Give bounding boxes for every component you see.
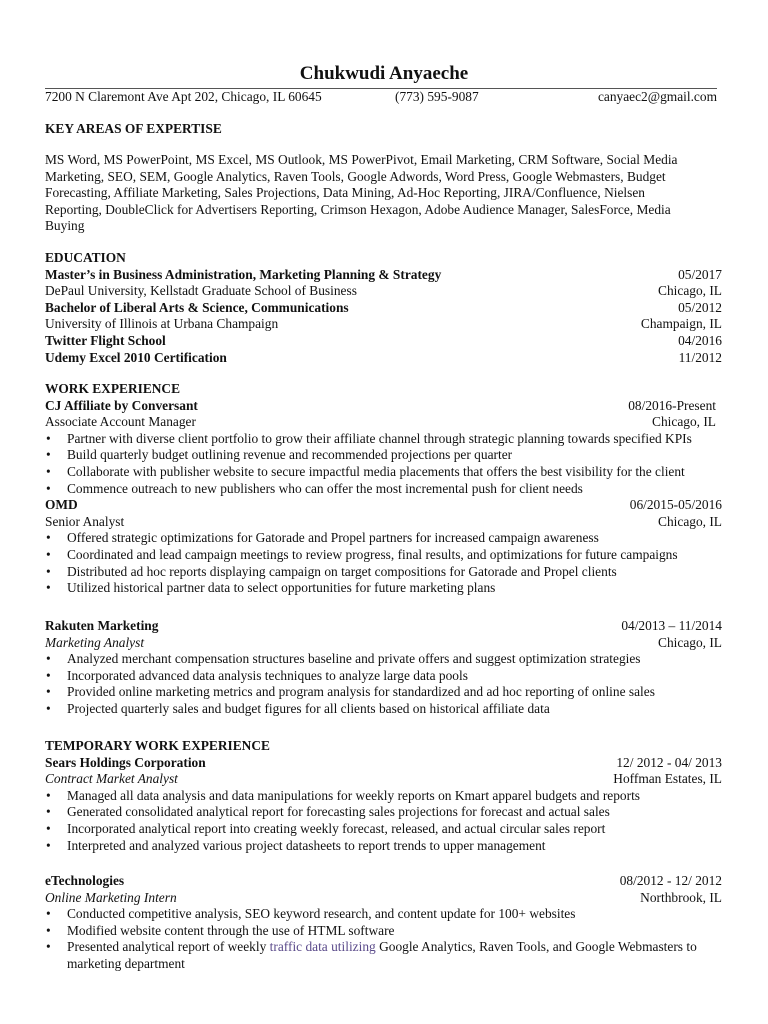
bullet-item: • Conducted competitive analysis, SEO keyword research, and content update for 100+ websites: [45, 906, 722, 923]
bullet-item: • Partner with diverse client portfolio to grow their affiliate channel through strategic planning towards specified KPIs: [45, 431, 722, 448]
bullet-item: • Managed all data analysis and data manipulations for weekly reports on Kmart apparel budgets and reports: [45, 788, 722, 805]
job-title: Contract Market Analyst: [45, 771, 178, 787]
job-subheader: [45, 635, 722, 652]
education-section: [45, 250, 722, 366]
contact-line: [45, 89, 717, 106]
work-section: [45, 381, 722, 597]
bullet-item: • Incorporated advanced data analysis techniques to analyze large data pools: [45, 668, 722, 685]
dates: 08/2012 - 12/ 2012: [619, 873, 722, 888]
bullet-item: • Incorporated analytical report into creating weekly forecast, released, and actual circular sales report: [45, 821, 722, 838]
job-subheader: [45, 514, 722, 531]
location: Northbrook, IL: [640, 889, 722, 905]
job-subheader: [45, 414, 722, 431]
bullet-item: • Collaborate with publisher website to secure impactful media placements that offers the best visibility for the client: [45, 464, 722, 481]
education-row: [45, 350, 722, 367]
job-subheader: [45, 890, 722, 907]
company: eTechnologies: [45, 873, 125, 888]
bullet-item: • Utilized historical partner data to select opportunities for future marketing plans: [45, 580, 722, 597]
temp-work-section: [45, 738, 722, 854]
dates: 12/ 2012 - 04/ 2013: [616, 754, 722, 770]
education-row: [45, 267, 722, 284]
expertise-section: [45, 121, 725, 138]
job-title: Online Marketing Intern: [45, 889, 177, 905]
company: OMD: [45, 497, 78, 513]
location: Champaign, IL: [640, 316, 722, 332]
expertise-text: [45, 152, 717, 235]
job-header: [45, 398, 722, 415]
temp-work-section-etech: [45, 873, 722, 973]
expertise-line: Forecasting, Affiliate Marketing, Sales Projections, Data Mining, Ad-Hoc Reporting, JIRA/Confluence, Nielsen: [45, 185, 645, 201]
bullet-item: • Distributed ad hoc reports displaying campaign on target compositions for Gatorade and Propel clients: [45, 564, 722, 581]
bullet-item: [45, 939, 722, 972]
location: Chicago, IL: [658, 513, 722, 529]
bullet-item: • Build quarterly budget outlining revenue and recommended projections per quarter: [45, 447, 722, 464]
bullet-item: • Generated consolidated analytical report for forecasting sales projections for forecast and actual sales: [45, 804, 722, 821]
bullet-item: • Offered strategic optimizations for Gatorade and Propel partners for increased campaign awareness: [45, 530, 722, 547]
work-section-rakuten: [45, 618, 722, 718]
education-row: [45, 333, 722, 350]
bullet-item: • Projected quarterly sales and budget figures for all clients based on historical affiliate data: [45, 701, 722, 718]
date: 04/2016: [678, 332, 722, 348]
location: Hoffman Estates, IL: [613, 771, 722, 787]
certification: Twitter Flight School: [45, 332, 166, 348]
bullet-item: • Commence outreach to new publishers who can offer the most incremental push for client needs: [45, 481, 722, 498]
bullet-text: marketing department: [67, 955, 185, 971]
expertise-line: MS Word, MS PowerPoint, MS Excel, MS Outlook, MS PowerPivot, Email Marketing, CRM Software, Social Media: [45, 152, 678, 167]
certification: Udemy Excel 2010 Certification: [45, 349, 227, 365]
school: DePaul University, Kellstadt Graduate School of Business: [45, 283, 357, 299]
job-title: Marketing Analyst: [45, 634, 145, 650]
job-subheader: [45, 771, 722, 788]
address: 7200 N Claremont Ave Apt 202, Chicago, IL 60645: [45, 89, 322, 104]
degree: Master’s in Business Administration, Marketing Planning & Strategy: [45, 266, 442, 282]
company: Sears Holdings Corporation: [45, 754, 206, 770]
phone: (773) 595-9087: [395, 89, 479, 104]
job-title: Associate Account Manager: [45, 414, 196, 430]
location: Chicago, IL: [652, 414, 716, 430]
education-row: [45, 283, 722, 300]
date: 11/2012: [678, 349, 722, 365]
date: 05/2012: [678, 299, 722, 315]
expertise-line: Marketing, SEO, SEM, Google Analytics, Raven Tools, Google Adwords, Word Press, Google Webmasters, Budget: [45, 168, 666, 184]
bullet-text: Google Analytics, Raven Tools, and Google Webmasters to: [375, 939, 697, 955]
bullet-item: • Coordinated and lead campaign meetings to review progress, final results, and optimizations for future campaigns: [45, 547, 722, 564]
job-bullets: [45, 906, 722, 972]
degree: Bachelor of Liberal Arts & Science, Communications: [45, 299, 349, 315]
date: 05/2017: [678, 266, 722, 282]
location: Chicago, IL: [658, 634, 722, 650]
company: CJ Affiliate by Conversant: [45, 397, 198, 413]
temp-work-heading: TEMPORARY WORK EXPERIENCE: [45, 738, 270, 753]
education-heading: EDUCATION: [45, 250, 126, 265]
bullet-item: • Modified website content through the use of HTML software: [45, 923, 722, 940]
location: Chicago, IL: [658, 283, 722, 299]
expertise-heading: KEY AREAS OF EXPERTISE: [45, 121, 222, 136]
job-header: [45, 873, 722, 890]
work-heading: WORK EXPERIENCE: [45, 381, 181, 396]
education-row: [45, 316, 722, 333]
dates: 08/2016-Present: [628, 397, 716, 413]
job-header: [45, 497, 722, 514]
candidate-name: Chukwudi Anyaeche: [299, 63, 469, 84]
email: canyaec2@gmail.com: [597, 89, 717, 104]
job-bullets: [45, 431, 722, 497]
job-title: Senior Analyst: [45, 513, 125, 529]
bullet-item: • Interpreted and analyzed various project datasheets to report trends to upper management: [45, 838, 722, 855]
job-header: [45, 618, 722, 635]
job-header: [45, 755, 722, 772]
expertise-line: Buying: [45, 218, 85, 234]
dates: 04/2013 – 11/2014: [621, 618, 722, 633]
job-bullets: [45, 530, 722, 596]
job-bullets: [45, 651, 722, 717]
school: University of Illinois at Urbana Champaign: [45, 316, 279, 332]
bullet-item: • Analyzed merchant compensation structures baseline and private offers and suggest optimization strategies: [45, 651, 722, 668]
bullet-item: • Provided online marketing metrics and program analysis for standardized and ad hoc reporting of online sales: [45, 684, 722, 701]
education-row: [45, 300, 722, 317]
company: Rakuten Marketing: [45, 618, 159, 633]
dates: 06/2015-05/2016: [629, 497, 722, 513]
bullet-text-highlight: traffic data utilizing: [269, 939, 376, 955]
job-bullets: [45, 788, 722, 854]
bullet-text: Presented analytical report of weekly: [67, 939, 270, 955]
expertise-line: Reporting, DoubleClick for Advertisers Reporting, Crimson Hexagon, Adobe Audience Manager, SalesForce, Media: [45, 201, 671, 217]
